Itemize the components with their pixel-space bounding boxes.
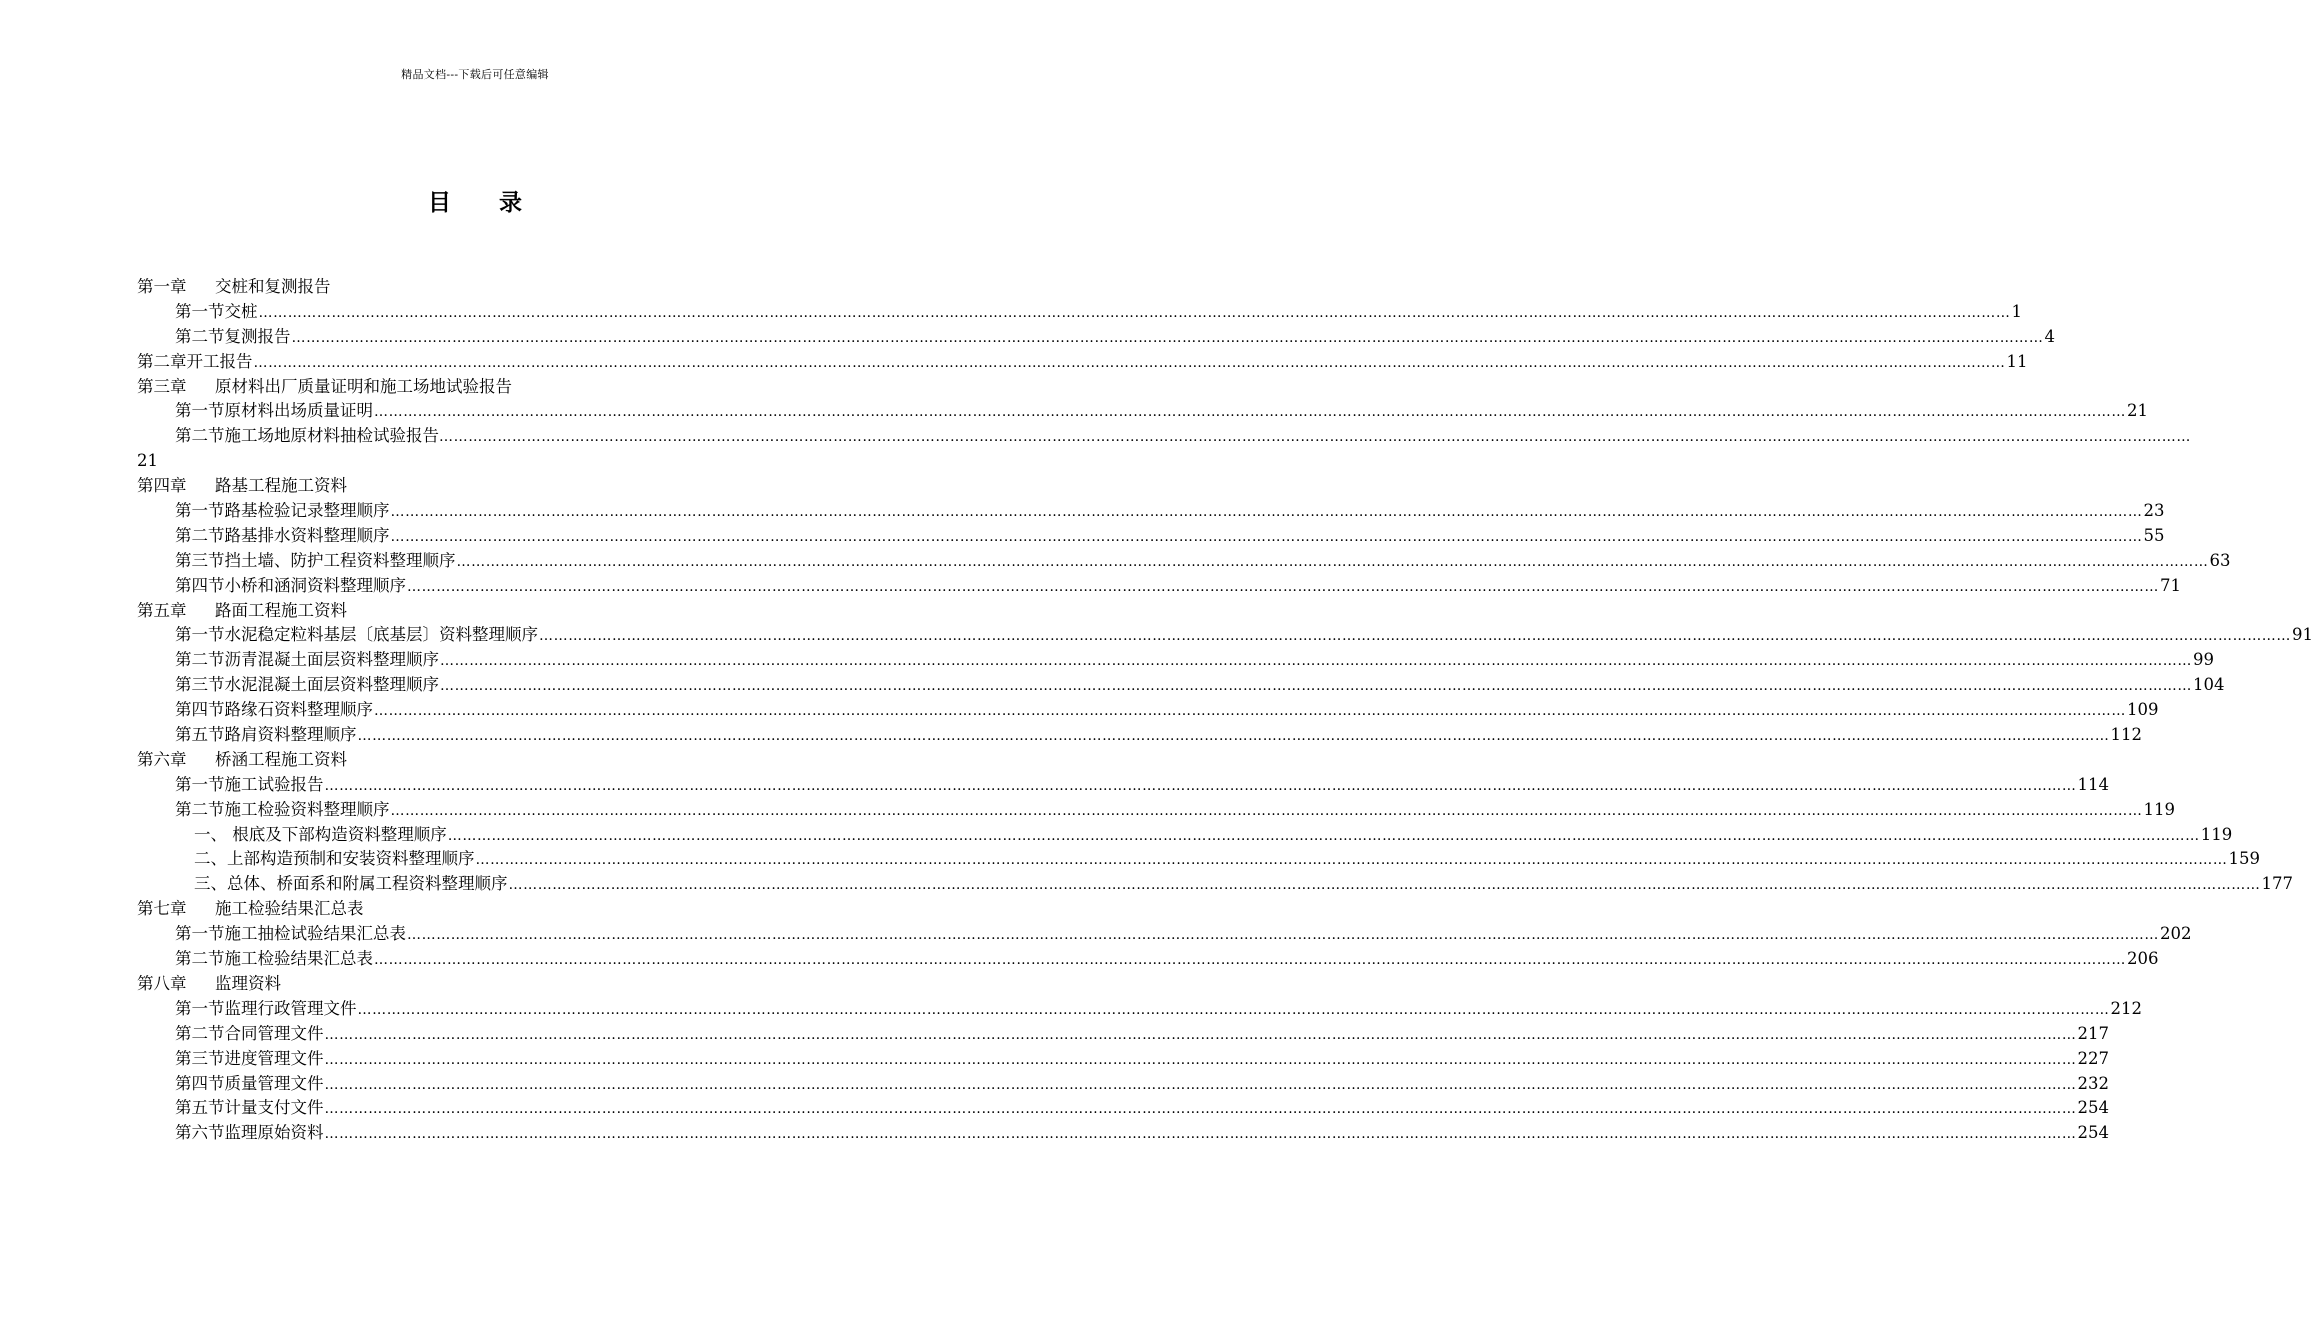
toc-entry[interactable] (137, 947, 2159, 972)
toc-entry[interactable] (137, 549, 2231, 574)
toc-page-number: 91 (2292, 625, 2313, 645)
toc-text: 一、 根底及下部构造资料整理顺序 (194, 824, 447, 844)
toc-leader: ……………………………………………………………………………………………………………………………………………………………………………………………………………………………………………………………………………………………………………………………… (324, 1126, 2077, 1143)
toc-number: 第五节 (175, 725, 225, 745)
toc-leader: ……………………………………………………………………………………………………………………………………………………………………………………………………………………………………………………………………………………………………………………………… (258, 304, 2011, 321)
toc-text: 交桩和复测报告 (215, 277, 331, 296)
toc-page-number: 206 (2127, 949, 2159, 969)
toc-text: 施工检验资料整理顺序 (224, 799, 390, 819)
toc-chapter[interactable] (137, 897, 837, 922)
toc-leader: ……………………………………………………………………………………………………………………………………………………………………………………………………………………………………………………………………………………………………………………………… (439, 429, 2191, 446)
toc-entry[interactable] (137, 847, 2260, 872)
toc-number: 第二节 (175, 426, 225, 446)
toc-leader: ……………………………………………………………………………………………………………………………………………………………………………………………………………………………………………………………………………………………………………………………… (324, 1076, 2077, 1093)
toc-entry[interactable] (137, 698, 2159, 723)
toc-entry[interactable] (137, 424, 2191, 449)
toc-entry[interactable] (137, 723, 2142, 748)
title-char-1: 目 (428, 189, 451, 216)
toc-text: 挡土墙、防护工程资料整理顺序 (224, 550, 456, 570)
toc-entry[interactable] (137, 648, 2214, 673)
table-of-contents (137, 275, 2313, 1146)
toc-number: 第五节 (175, 1098, 225, 1118)
toc-page-number: 99 (2193, 650, 2214, 670)
toc-leader: ……………………………………………………………………………………………………………………………………………………………………………………………………………………………………………………………………………………………………………………………… (390, 802, 2143, 819)
toc-entry[interactable] (137, 997, 2142, 1022)
toc-text: 小桥和涵洞资料整理顺序 (224, 575, 406, 595)
toc-text: 监理资料 (215, 973, 281, 993)
toc-number: 第三节 (175, 550, 225, 570)
toc-number: 第二节 (175, 650, 225, 670)
toc-number: 第一节 (175, 401, 225, 421)
toc-page-number: 1 (2011, 301, 2022, 321)
toc-text: 二、上部构造预制和安装资料整理顺序 (194, 849, 475, 869)
toc-number: 第二章 (137, 351, 187, 371)
toc-number: 第一节 (175, 625, 225, 645)
toc-number: 第六章 (137, 749, 187, 769)
toc-number: 第三章 (137, 376, 187, 396)
toc-text: 复测报告 (224, 326, 291, 346)
toc-text: 施工场地原材料抽检试验报告 (224, 426, 439, 446)
toc-leader: ……………………………………………………………………………………………………………………………………………………………………………………………………………………………………………………………………………………………………………………………… (357, 1001, 2110, 1018)
toc-number: 第六节 (175, 1123, 225, 1143)
toc-number: 第四节 (175, 1073, 225, 1093)
page-header: 精品文档---下载后可任意编辑 (401, 68, 549, 81)
toc-chapter[interactable] (137, 375, 837, 400)
toc-page-number: 119 (2200, 824, 2233, 844)
toc-page-number: 254 (2077, 1123, 2109, 1143)
toc-entry[interactable] (137, 798, 2175, 823)
toc-leader: ……………………………………………………………………………………………………………………………………………………………………………………………………………………………………………………………………………………………………………………………… (357, 728, 2110, 745)
toc-number: 第一节 (175, 301, 225, 321)
toc-number: 第一节 (175, 501, 225, 521)
toc-leader: ……………………………………………………………………………………………………………………………………………………………………………………………………………………………………………………………………………………………………………………………… (291, 329, 2044, 346)
toc-text: 桥涵工程施工资料 (215, 749, 347, 769)
toc-leader: ……………………………………………………………………………………………………………………………………………………………………………………………………………………………………………………………………………………………………………………………… (475, 852, 2228, 869)
toc-number: 第五章 (137, 600, 187, 620)
toc-number: 第一节 (175, 998, 225, 1018)
toc-text: 沥青混凝土面层资料整理顺序 (224, 650, 439, 670)
toc-chapter[interactable] (137, 350, 2028, 375)
toc-leader: ……………………………………………………………………………………………………………………………………………………………………………………………………………………………………………………………………………………………………………………………… (390, 528, 2143, 545)
toc-text: 路基排水资料整理顺序 (224, 525, 390, 545)
toc-leader: ……………………………………………………………………………………………………………………………………………………………………………………………………………………………………………………………………………………………………………………………… (447, 827, 2200, 844)
toc-page-number: 254 (2077, 1098, 2109, 1118)
toc-entry[interactable] (137, 524, 2165, 549)
toc-page-number: 217 (2077, 1023, 2109, 1043)
toc-leader: ……………………………………………………………………………………………………………………………………………………………………………………………………………………………………………………………………………………………………………………………… (324, 1051, 2077, 1068)
toc-entry[interactable] (137, 823, 2233, 848)
toc-entry[interactable] (137, 623, 2313, 648)
toc-chapter[interactable] (137, 972, 837, 997)
toc-number: 第四章 (137, 476, 187, 496)
page-title (0, 184, 950, 217)
toc-text: 施工试验报告 (224, 774, 324, 794)
toc-leader: ……………………………………………………………………………………………………………………………………………………………………………………………………………………………………………………………………………………………………………………………… (407, 927, 2159, 944)
toc-leader: ……………………………………………………………………………………………………………………………………………………………………………………………………………………………………………………………………………………………………………………………… (390, 504, 2143, 521)
toc-text: 监理原始资料 (224, 1123, 324, 1143)
toc-number: 第一节 (175, 774, 225, 794)
toc-wrapped-page-line (137, 449, 837, 474)
toc-entry[interactable] (137, 872, 2293, 897)
toc-entry[interactable] (137, 300, 2022, 325)
toc-number: 第二节 (175, 1023, 225, 1043)
toc-page-number: 159 (2228, 849, 2260, 869)
toc-text: 进度管理文件 (224, 1048, 324, 1068)
toc-chapter[interactable] (137, 599, 837, 624)
toc-number: 第四节 (175, 700, 225, 720)
toc-text: 开工报告 (186, 351, 253, 371)
toc-leader: ……………………………………………………………………………………………………………………………………………………………………………………………………………………………………………………………………………………………………………………………… (253, 354, 2006, 371)
toc-text: 路基工程施工资料 (215, 476, 347, 496)
toc-number: 第三节 (175, 1048, 225, 1068)
toc-page-number: 227 (2077, 1048, 2109, 1068)
toc-leader: ……………………………………………………………………………………………………………………………………………………………………………………………………………………………………………………………………………………………………………………………… (374, 703, 2126, 720)
toc-number: 第二节 (175, 799, 225, 819)
toc-text: 施工抽检试验结果汇总表 (224, 924, 406, 944)
toc-number: 第二节 (175, 525, 225, 545)
toc-number: 第一章 (137, 277, 187, 296)
toc-leader: ……………………………………………………………………………………………………………………………………………………………………………………………………………………………………………………………………………………………………………………………… (407, 578, 2159, 595)
toc-text: 施工检验结果汇总表 (215, 899, 364, 919)
toc-leader: ……………………………………………………………………………………………………………………………………………………………………………………………………………………………………………………………………………………………………………………………… (324, 1026, 2077, 1043)
toc-page-number: 104 (2193, 675, 2225, 695)
toc-entry[interactable] (137, 922, 2192, 947)
toc-leader: ……………………………………………………………………………………………………………………………………………………………………………………………………………………………………………………………………………………………………………………………… (324, 1101, 2077, 1118)
toc-leader: ……………………………………………………………………………………………………………………………………………………………………………………………………………………………………………………………………………………………………………………………… (374, 952, 2126, 969)
toc-entry[interactable] (137, 399, 2148, 424)
toc-leader: ……………………………………………………………………………………………………………………………………………………………………………………………………………………………………………………………………………………………………………………………… (508, 877, 2261, 894)
toc-number: 第八章 (137, 973, 187, 993)
toc-page-number: 55 (2143, 525, 2165, 545)
toc-text: 合同管理文件 (224, 1023, 324, 1043)
toc-number: 第二节 (175, 949, 225, 969)
toc-text: 路肩资料整理顺序 (224, 725, 357, 745)
toc-text: 计量支付文件 (224, 1098, 324, 1118)
toc-number: 第七章 (137, 899, 187, 919)
toc-page-number: 23 (2143, 501, 2165, 521)
toc-chapter[interactable] (137, 275, 837, 300)
toc-number: 第一节 (175, 924, 225, 944)
toc-entry[interactable] (137, 1072, 2109, 1097)
toc-page-number: 109 (2127, 700, 2159, 720)
toc-entry[interactable] (137, 499, 2165, 524)
toc-text: 水泥混凝土面层资料整理顺序 (224, 675, 439, 695)
toc-text: 水泥稳定粒料基层〔底基层〕资料整理顺序 (224, 625, 538, 645)
toc-entry[interactable] (137, 1121, 2109, 1146)
toc-text: 交桩 (224, 301, 258, 321)
toc-leader: ……………………………………………………………………………………………………………………………………………………………………………………………………………………………………………………………………………………………………………………………… (324, 777, 2077, 794)
toc-leader: ……………………………………………………………………………………………………………………………………………………………………………………………………………………………………………………………………………………………………………………………… (374, 404, 2126, 421)
toc-page-number: 177 (2261, 874, 2293, 894)
toc-entry[interactable] (137, 325, 2055, 350)
toc-page-number: 11 (2006, 351, 2028, 371)
title-char-2: 录 (499, 189, 522, 216)
toc-page-number: 202 (2160, 924, 2192, 944)
toc-entry[interactable] (137, 1096, 2109, 1121)
toc-page-number: 71 (2160, 575, 2181, 595)
toc-entry[interactable] (137, 1047, 2109, 1072)
toc-page-number: 119 (2143, 799, 2175, 819)
toc-entry[interactable] (137, 673, 2225, 698)
toc-page-number: 21 (137, 451, 158, 471)
toc-text: 三、总体、桥面系和附属工程资料整理顺序 (194, 874, 508, 894)
toc-number: 第四节 (175, 575, 225, 595)
toc-page-number: 112 (2110, 725, 2142, 745)
toc-page-number: 4 (2044, 326, 2055, 346)
toc-page-number: 114 (2077, 774, 2109, 794)
toc-page-number: 212 (2110, 998, 2142, 1018)
toc-text: 路面工程施工资料 (215, 600, 347, 620)
toc-page-number: 63 (2209, 550, 2231, 570)
toc-leader: ……………………………………………………………………………………………………………………………………………………………………………………………………………………………………………………………………………………………………………………………… (440, 678, 2192, 695)
toc-entry[interactable] (137, 574, 2181, 599)
toc-page-number: 232 (2077, 1073, 2109, 1093)
toc-text: 路基检验记录整理顺序 (224, 501, 390, 521)
toc-number: 第三节 (175, 675, 225, 695)
toc-text: 质量管理文件 (224, 1073, 324, 1093)
toc-page-number: 21 (2127, 401, 2148, 421)
toc-entry[interactable] (137, 773, 2109, 798)
toc-leader: ……………………………………………………………………………………………………………………………………………………………………………………………………………………………………………………………………………………………………………………………… (456, 553, 2209, 570)
toc-text: 施工检验结果汇总表 (224, 949, 373, 969)
toc-chapter[interactable] (137, 748, 837, 773)
toc-leader: ……………………………………………………………………………………………………………………………………………………………………………………………………………………………………………………………………………………………………………………………… (539, 628, 2291, 645)
toc-text: 原材料出厂质量证明和施工场地试验报告 (215, 376, 512, 396)
toc-leader: ……………………………………………………………………………………………………………………………………………………………………………………………………………………………………………………………………………………………………………………………… (440, 653, 2192, 670)
toc-chapter[interactable] (137, 474, 837, 499)
toc-text: 原材料出场质量证明 (224, 401, 373, 421)
toc-text: 路缘石资料整理顺序 (224, 700, 373, 720)
toc-entry[interactable] (137, 1022, 2109, 1047)
toc-number: 第二节 (175, 326, 225, 346)
toc-text: 监理行政管理文件 (224, 998, 357, 1018)
